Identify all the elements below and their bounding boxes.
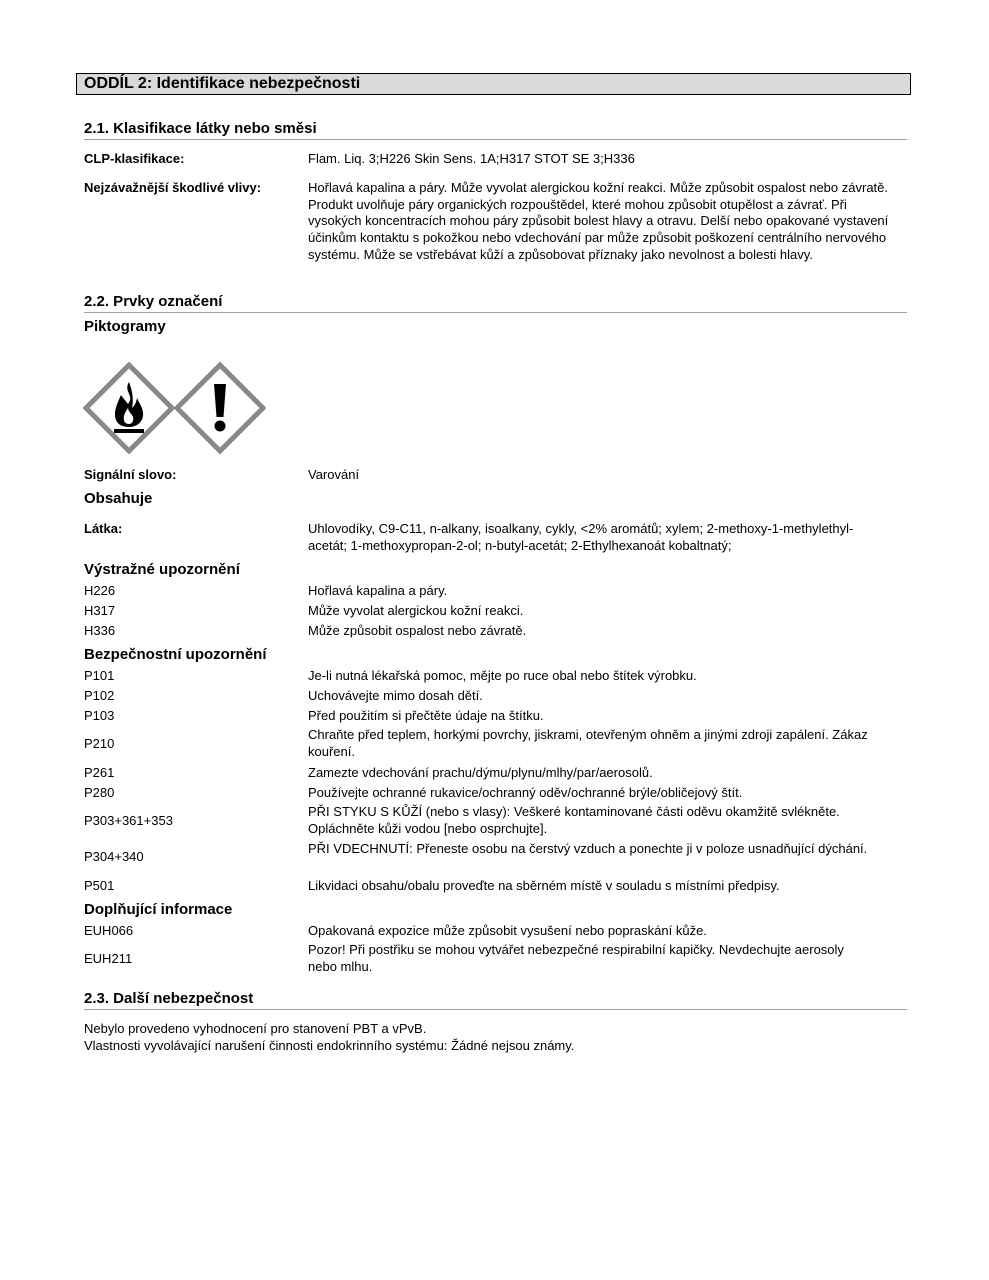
flame-pictogram-icon	[83, 362, 175, 454]
clp-value: Flam. Liq. 3;H226 Skin Sens. 1A;H317 STOT SE 3;H336	[308, 151, 635, 166]
supplemental-info-heading: Doplňující informace	[84, 901, 233, 918]
precautionary-statements-heading: Bezpečnostní upozornění	[84, 646, 267, 663]
precaution-text: Uchovávejte mimo dosah dětí.	[308, 688, 483, 703]
signal-word-label: Signální slovo:	[84, 467, 177, 482]
precaution-code: P303+361+353	[84, 813, 173, 828]
endocrine-text: Vlastnosti vyvolávající narušení činnosti endokrinního systému: Žádné nejsou známy.	[84, 1038, 575, 1053]
precaution-code: P261	[84, 765, 115, 780]
hazard-text: Může vyvolat alergickou kožní reakci.	[308, 603, 524, 618]
precaution-text: PŘI VDECHNUTÍ: Přeneste osobu na čerstvý vzduch a ponechte ji v poloze usnadňující dýchání.	[308, 841, 868, 856]
supplemental-code: EUH066	[84, 923, 134, 938]
supplemental-text: Opakovaná expozice může způsobit vysušení nebo popraskání kůže.	[308, 923, 707, 938]
precaution-text: Používejte ochranné rukavice/ochranný oděv/ochranné brýle/obličejový štít.	[308, 785, 743, 800]
exclamation-pictogram-icon	[174, 362, 266, 454]
effects-value: Hořlavá kapalina a páry. Může vyvolat alergickou kožní reakci. Může způsobit ospalost nebo závratě. Produkt uvolňuje páry organických rozpouštědel, které mohou způsobit otupělost a závrať. Při vysokých koncentracích mohou páry způsobit bolest hlavy a otravu. Delší nebo opakované vystavení účinkům kontaktu s pokožkou nebo vdechování par může způsobit poškození centrálního nervového systému. Může se vstřebávat kůží a způsobovat příznaky jako nevolnost a bolesti hlavy.	[308, 180, 889, 262]
hazard-code: H336	[84, 623, 116, 638]
signal-word-value: Varování	[308, 467, 360, 482]
subsection-title-2-2: 2.2. Prvky označení	[84, 293, 907, 313]
precaution-text: Je-li nutná lékařská pomoc, mějte po ruce obal nebo štítek výrobku.	[308, 668, 697, 683]
pbt-assessment-text: Nebylo provedeno vyhodnocení pro stanovení PBT a vPvB.	[84, 1021, 427, 1036]
contains-heading: Obsahuje	[84, 490, 153, 507]
precaution-code: P102	[84, 688, 115, 703]
effects-label: Nejzávažnější škodlivé vlivy:	[84, 180, 262, 195]
precaution-code: P501	[84, 878, 115, 893]
hazard-text: Hořlavá kapalina a páry.	[308, 583, 448, 598]
precaution-text: Chraňte před teplem, horkými povrchy, jiskrami, otevřeným ohněm a jinými zdroji zapálení. Zákaz kouření.	[308, 727, 868, 759]
clp-label: CLP-klasifikace:	[84, 151, 185, 166]
subsection-title-2-1: 2.1. Klasifikace látky nebo směsi	[84, 120, 907, 140]
precaution-text: Před použitím si přečtěte údaje na štítku.	[308, 708, 544, 723]
precaution-code: P101	[84, 668, 115, 683]
hazard-statements-heading: Výstražné upozornění	[84, 561, 240, 578]
supplemental-text: Pozor! Při postřiku se mohou vytvářet nebezpečné respirabilní kapičky. Nevdechujte aerosoly nebo mlhu.	[308, 942, 844, 974]
subsection-title-2-3: 2.3. Další nebezpečnost	[84, 990, 907, 1010]
precaution-code: P103	[84, 708, 115, 723]
section-title: ODDÍL 2: Identifikace nebezpečnosti	[76, 73, 911, 95]
substance-value: Uhlovodíky, C9-C11, n-alkany, isoalkany, cykly, <2% aromátů; xylem; 2-methoxy-1-methylethyl-acetát; 1-methoxypropan-2-ol; n-butyl-acetát; 2-Ethylhexanoát kobaltnatý;	[308, 521, 854, 553]
precaution-text: PŘI STYKU S KŮŽÍ (nebo s vlasy): Veškeré kontaminované části oděvu okamžitě svlékněte. Opláchněte kůži vodou [nebo osprchujte].	[308, 804, 840, 836]
hazard-text: Může způsobit ospalost nebo závratě.	[308, 623, 527, 638]
supplemental-code: EUH211	[84, 951, 133, 966]
precaution-code: P210	[84, 736, 115, 751]
precaution-code: P304+340	[84, 849, 144, 864]
hazard-code: H226	[84, 583, 116, 598]
precaution-text: Zamezte vdechování prachu/dýmu/plynu/mlhy/par/aerosolů.	[308, 765, 653, 780]
precaution-code: P280	[84, 785, 115, 800]
hazard-code: H317	[84, 603, 116, 618]
precaution-text: Likvidaci obsahu/obalu proveďte na sběrném místě v souladu s místními předpisy.	[308, 878, 780, 893]
substance-label: Látka:	[84, 521, 123, 536]
pictograms-heading: Piktogramy	[84, 318, 166, 335]
